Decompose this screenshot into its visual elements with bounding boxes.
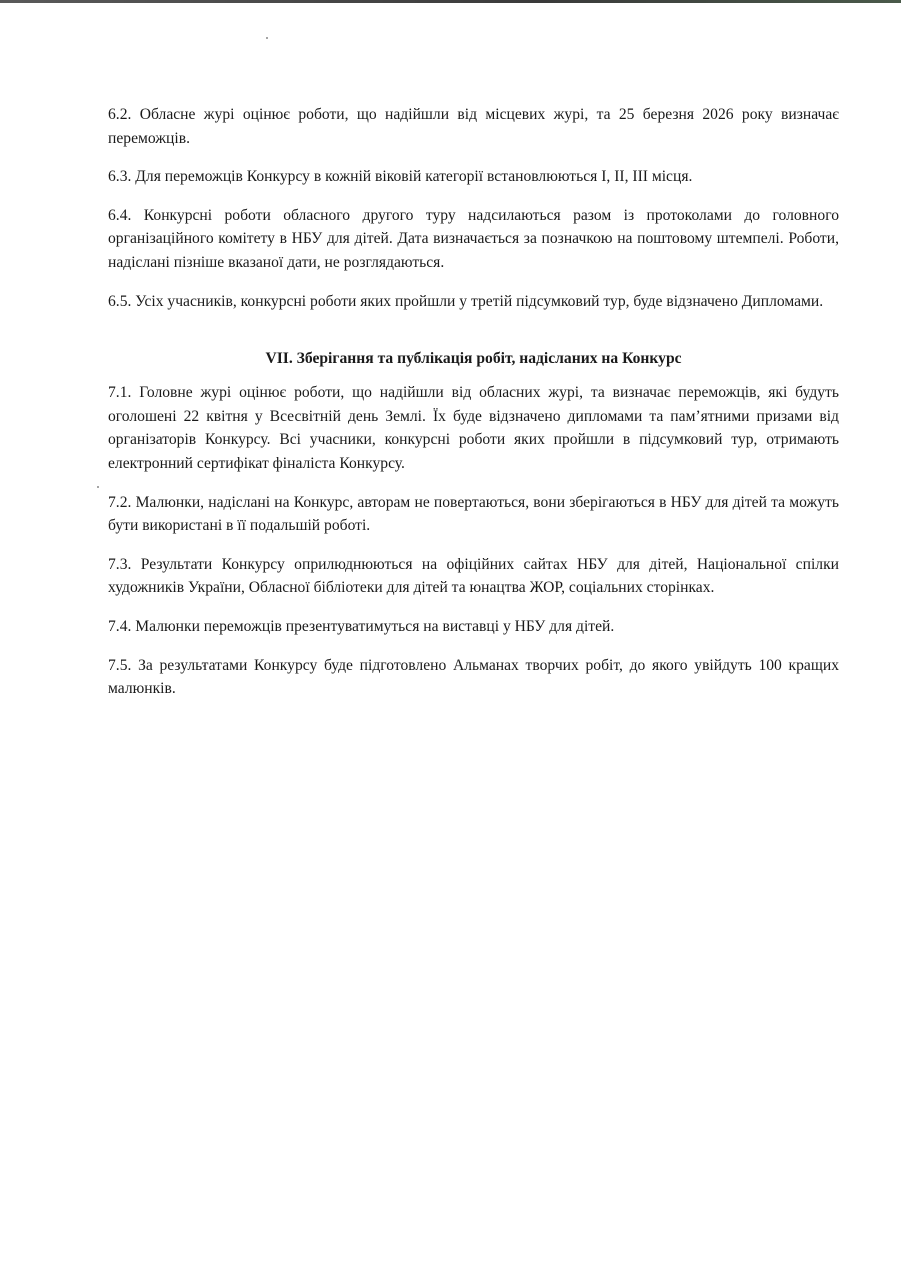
clause-6-4: 6.4. Конкурсні роботи обласного другого туру надсилаються разом із протоколами до головного організаційного комітету в НБУ для дітей. Дата визначається за позначкою на поштовому штемпелі. Роботи, надіслані пізніше вказаної дати, не розглядаються. xyxy=(108,206,839,271)
clause-6-2: 6.2. Обласне журі оцінює роботи, що надійшли від місцевих журі, та 25 березня 2026 року визначає переможців. xyxy=(108,106,839,147)
scan-speck xyxy=(97,486,99,488)
clause-7-2: 7.2. Малюнки, надіслані на Конкурс, авторам не повертаються, вони зберігаються в НБУ для дітей та можуть бути використані в її подальшій роботі. xyxy=(108,493,839,535)
scan-top-edge xyxy=(0,0,901,3)
scan-speck xyxy=(266,37,268,39)
section-7-heading: VII. Зберігання та публікація робіт, надісланих на Конкурс xyxy=(265,350,682,368)
clause-7-1: 7.1. Головне журі оцінює роботи, що надійшли від обласних журі, та визначає переможців, які будуть оголошені 22 квітня у Всесвітній день Землі. Їх буде відзначено дипломами та пам’ятними призами від організаторів Конкурсу. Всі учасники, конкурсні роботи яких пройшли в підсумковий тур, отримають електронний сертифікат фіналіста Конкурсу. xyxy=(108,384,839,472)
clause-7-3: 7.3. Результати Конкурсу оприлюднюються на офіційних сайтах НБУ для дітей, Національної спілки художників України, Обласної бібліотеки для дітей та юнацтва ЖОР, соціальних сторінках. xyxy=(108,555,839,597)
clause-7-4: 7.4. Малюнки переможців презентуватимуться на виставці у НБУ для дітей. xyxy=(108,617,615,635)
document-body xyxy=(108,103,839,716)
section-7 xyxy=(108,348,839,701)
section-6 xyxy=(108,103,839,313)
clause-6-3: 6.3. Для переможців Конкурсу в кожній віковій категорії встановлюються І, ІІ, ІІІ місця. xyxy=(108,168,693,186)
clause-7-5: 7.5. За результатами Конкурсу буде підготовлено Альманах творчих робіт, до якого увійдуть 100 кращих малюнків. xyxy=(108,656,839,698)
clause-6-5: 6.5. Усіх учасників, конкурсні роботи яких пройшли у третій підсумковий тур, буде відзначено Дипломами. xyxy=(108,292,824,310)
